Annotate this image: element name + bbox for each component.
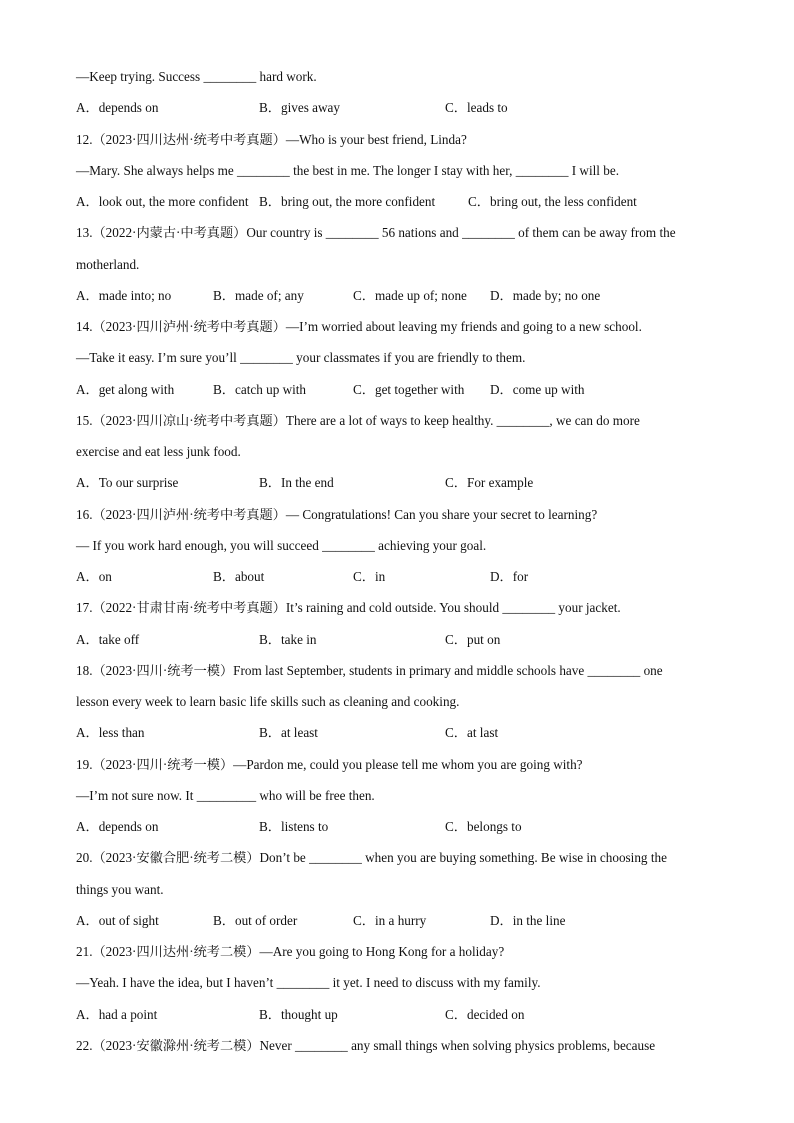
answer-option: A．depends on [76, 100, 159, 115]
question-text-line: —I’m not sure now. It _________ who will be free then. [76, 788, 375, 803]
answer-option: A．made into; no [76, 288, 172, 303]
question-text-line: 22.（2023·安徽滁州·统考二模）Never ________ any small things when solving physics problems, because [76, 1038, 656, 1053]
answer-options-row [76, 1006, 724, 1024]
question-text-line: 20.（2023·安徽合肥·统考二模）Don’t be ________ when you are buying something. Be wise in choosing the [76, 850, 667, 865]
answer-options-row [76, 99, 724, 117]
answer-option: A．out of sight [76, 913, 159, 928]
answer-options-row [76, 474, 724, 492]
answer-option: B．thought up [259, 1007, 338, 1022]
answer-options-row [76, 287, 724, 305]
answer-option: D．come up with [490, 382, 585, 397]
question-text-line: things you want. [76, 882, 164, 897]
answer-option: C．at last [445, 725, 499, 740]
answer-option: A．less than [76, 725, 145, 740]
question-text-line: —Yeah. I have the idea, but I haven’t ________ it yet. I need to discuss with my family. [76, 975, 541, 990]
question-text-line: exercise and eat less junk food. [76, 444, 241, 459]
question-text-line: lesson every week to learn basic life skills such as cleaning and cooking. [76, 694, 460, 709]
answer-option: C．bring out, the less confident [468, 194, 637, 209]
question-text-line: 15.（2023·四川凉山·统考中考真题）There are a lot of ways to keep healthy. ________, we can do more [76, 413, 640, 428]
question-text-line: 13.（2022·内蒙古·中考真题）Our country is ________ 56 nations and ________ of them can be away from the [76, 225, 676, 240]
answer-option: C．get together with [353, 382, 465, 397]
answer-option: A．get along with [76, 382, 175, 397]
answer-option: C．For example [445, 475, 534, 490]
answer-option: B．out of order [213, 913, 298, 928]
answer-option: A．depends on [76, 819, 159, 834]
question-text-line: 17.（2022·甘肃甘南·统考中考真题）It’s raining and cold outside. You should ________ your jacket. [76, 600, 621, 615]
answer-option: B．about [213, 569, 265, 584]
answer-option: B．made of; any [213, 288, 304, 303]
answer-options-row [76, 631, 724, 649]
answer-options-row [76, 724, 724, 742]
answer-option: C．in [353, 569, 386, 584]
answer-option: A．on [76, 569, 112, 584]
answer-options-row [76, 818, 724, 836]
answer-option: A．To our surprise [76, 475, 179, 490]
answer-option: A．take off [76, 632, 140, 647]
answer-option: C．put on [445, 632, 501, 647]
answer-option: B．listens to [259, 819, 329, 834]
question-text-line: —Mary. She always helps me ________ the best in me. The longer I stay with her, ________ I will be. [76, 163, 619, 178]
answer-option: B．catch up with [213, 382, 307, 397]
answer-option: D．made by; no one [490, 288, 601, 303]
answer-option: A．look out, the more confident [76, 194, 249, 209]
question-text-line: 19.（2023·四川·统考一模）—Pardon me, could you please tell me whom you are going with? [76, 757, 583, 772]
answer-option: C．belongs to [445, 819, 522, 834]
answer-options-row [76, 193, 724, 211]
answer-options-row [76, 381, 724, 399]
answer-options-row [76, 912, 724, 930]
answer-option: D．for [490, 569, 529, 584]
question-text-line: 12.（2023·四川达州·统考中考真题）—Who is your best friend, Linda? [76, 132, 467, 147]
answer-option: C．leads to [445, 100, 508, 115]
answer-option: B．take in [259, 632, 317, 647]
answer-option: C．in a hurry [353, 913, 427, 928]
question-text-line: 21.（2023·四川达州·统考二模）—Are you going to Hong Kong for a holiday? [76, 944, 505, 959]
answer-option: D．in the line [490, 913, 566, 928]
answer-option: B．gives away [259, 100, 340, 115]
answer-options-row [76, 568, 724, 586]
question-text-line: motherland. [76, 257, 140, 272]
question-text-line: 18.（2023·四川·统考一模）From last September, students in primary and middle schools have ________ one [76, 663, 663, 678]
answer-option: A．had a point [76, 1007, 158, 1022]
question-text-line: 16.（2023·四川泸州·统考中考真题）— Congratulations! Can you share your secret to learning? [76, 507, 598, 522]
question-text-line: — If you work hard enough, you will succeed ________ achieving your goal. [76, 538, 487, 553]
answer-option: B．In the end [259, 475, 334, 490]
question-text-line: —Take it easy. I’m sure you’ll ________ your classmates if you are friendly to them. [76, 350, 526, 365]
answer-option: B．bring out, the more confident [259, 194, 436, 209]
answer-option: C．decided on [445, 1007, 525, 1022]
answer-option: C．made up of; none [353, 288, 467, 303]
answer-option: B．at least [259, 725, 318, 740]
question-text-line: —Keep trying. Success ________ hard work. [76, 69, 317, 84]
question-text-line: 14.（2023·四川泸州·统考中考真题）—I’m worried about leaving my friends and going to a new school. [76, 319, 642, 334]
